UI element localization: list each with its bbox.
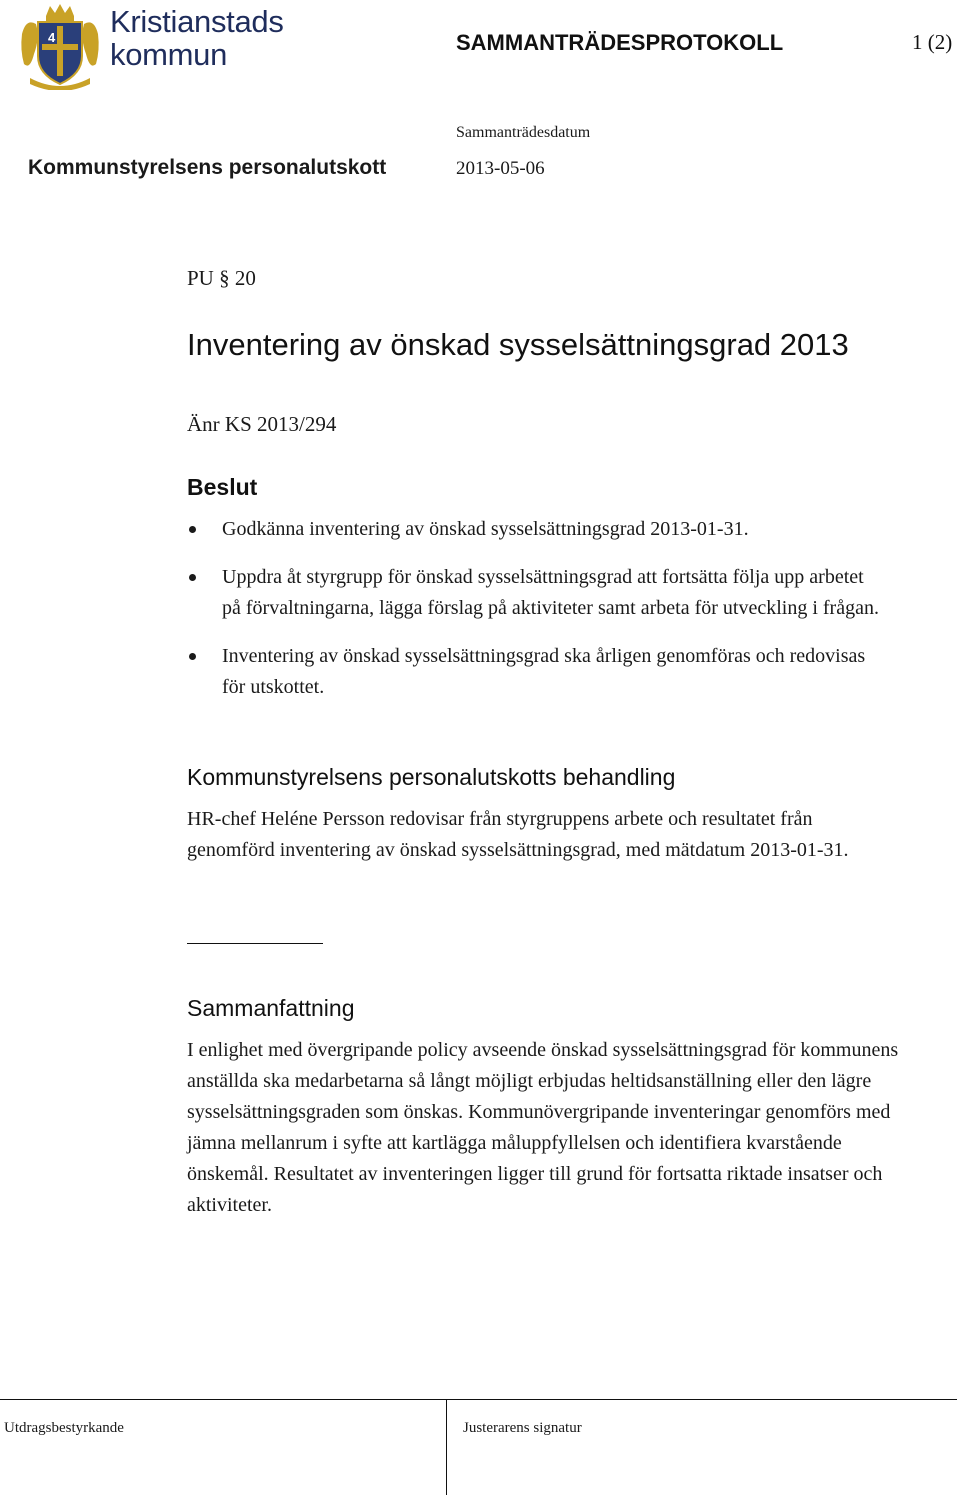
paragraph-symbol: §: [219, 266, 230, 290]
decision-heading: Beslut: [187, 474, 258, 500]
footer-rule: [0, 1399, 957, 1400]
footer-divider: [446, 1399, 447, 1495]
brand-line-1: Kristianstads: [110, 4, 284, 39]
paragraph-prefix: PU: [187, 266, 214, 290]
brand-line-2: kommun: [110, 37, 228, 72]
meeting-date: 2013-05-06: [456, 158, 545, 179]
handling-text: HR-chef Heléne Persson redovisar från styrgruppens arbete och resultatet från genomförd inventering av önskad sysselsättningsgrad, med mätdatum 2013-01-31.: [187, 808, 849, 861]
decision-item: Inventering av önskad sysselsättningsgrad ska årligen genomföras och redovisas för utskottet.: [187, 641, 887, 703]
decision-item: Godkänna inventering av önskad sysselsättningsgrad 2013-01-31.: [187, 514, 887, 545]
municipality-name: [110, 6, 284, 70]
summary-heading: Sammanfattning: [187, 995, 355, 1021]
committee-name: Kommunstyrelsens personalutskott: [28, 156, 387, 179]
decision-list: [187, 514, 887, 720]
section-divider: [187, 943, 323, 944]
page-number: 1 (2): [912, 30, 953, 54]
diary-number: Änr KS 2013/294: [187, 412, 337, 436]
page-title: Inventering av önskad sysselsättningsgrad 2013: [187, 327, 849, 362]
municipality-coat-of-arms-logo: [20, 4, 100, 90]
document-type-title: SAMMANTRÄDESPROTOKOLL: [456, 30, 784, 55]
summary-text: I enlighet med övergripande policy avseende önskad sysselsättningsgrad för kommunens anställda ska medarbetarna så långt möjligt erbjudas heltidsanställning eller den lägre sysselsättningsgraden som önskas. Kommunövergripande inventeringar genomförs med jämna mellanrum i syfte att kartlägga måluppfyllelsen och identifiera kvarstående önskemål. Resultatet av inventeringen ligger till grund för fortsatta riktade insatser och aktiviteter.: [187, 1039, 899, 1216]
certification-label: Utdragsbestyrkande: [4, 1420, 124, 1436]
decision-item: Uppdra åt styrgrupp för önskad sysselsättningsgrad att fortsätta följa upp arbetet på förvaltningarna, lägga förslag på aktiviteter samt arbeta för utveckling i frågan.: [187, 562, 887, 624]
paragraph-reference: [187, 266, 256, 291]
paragraph-number: 20: [234, 266, 256, 290]
svg-text:4: 4: [48, 30, 56, 45]
handling-heading: Kommunstyrelsens personalutskotts behandling: [187, 764, 676, 790]
meeting-date-label: Sammanträdesdatum: [456, 124, 591, 141]
adjuster-signature-label: Justerarens signatur: [463, 1420, 582, 1436]
